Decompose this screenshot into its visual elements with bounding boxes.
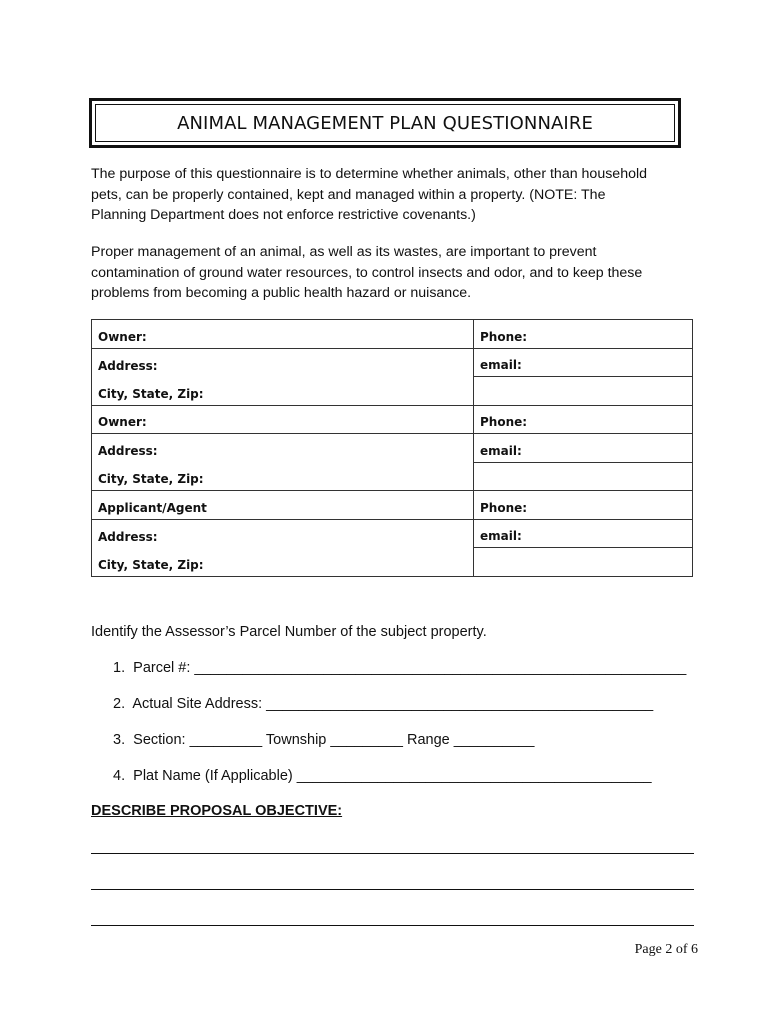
intro-line: problems from becoming a public health hazard or nuisance. xyxy=(91,285,472,301)
proposal-heading: DESCRIBE PROPOSAL OBJECTIVE: xyxy=(91,803,343,819)
owner-label[interactable]: Owner: xyxy=(92,405,474,434)
page-number: Page 2 of 6 xyxy=(634,942,698,957)
intro-line: pets, can be properly contained, kept and managed within a property. (NOTE: The xyxy=(91,186,606,203)
address-label[interactable]: Address: xyxy=(92,519,474,548)
city-state-zip-label[interactable]: City, State, Zip: xyxy=(92,548,474,577)
empty-cell xyxy=(474,377,693,406)
table-row xyxy=(92,462,693,491)
phone-label[interactable]: Phone: xyxy=(474,320,693,349)
intro-line: The purpose of this questionnaire is to determine whether animals, other than household xyxy=(91,166,648,182)
proposal-answer-line[interactable] xyxy=(91,925,694,926)
parcel-intro: Identify the Assessor’s Parcel Number of the subject property. xyxy=(91,624,487,640)
intro-paragraph-1 xyxy=(91,164,691,226)
table-row xyxy=(92,348,693,377)
intro-line: Proper management of an animal, as well as its wastes, are important to prevent xyxy=(91,244,597,260)
owner-label[interactable]: Owner: xyxy=(92,320,474,349)
city-state-zip-label[interactable]: City, State, Zip: xyxy=(92,377,474,406)
intro-line: contamination of ground water resources, to control insects and odor, and to keep these xyxy=(91,264,643,281)
address-label[interactable]: Address: xyxy=(92,434,474,463)
phone-label[interactable]: Phone: xyxy=(474,491,693,520)
proposal-answer-line[interactable] xyxy=(91,889,694,890)
empty-cell xyxy=(474,548,693,577)
section-township-range-field[interactable]: 3. Section: _________ Township _________ Range __________ xyxy=(113,732,535,748)
phone-label[interactable]: Phone: xyxy=(474,405,693,434)
applicant-agent-label[interactable]: Applicant/Agent xyxy=(92,491,474,520)
intro-line: Planning Department does not enforce restrictive covenants.) xyxy=(91,207,476,223)
city-state-zip-label[interactable]: City, State, Zip: xyxy=(92,462,474,491)
title-box xyxy=(89,98,681,148)
address-label[interactable]: Address: xyxy=(92,348,474,377)
table-row xyxy=(92,519,693,548)
email-label[interactable]: email: xyxy=(474,348,693,377)
plat-name-field[interactable]: 4. Plat Name (If Applicable) ____________________________________________ xyxy=(113,768,652,784)
table-row xyxy=(92,405,693,434)
email-label[interactable]: email: xyxy=(474,434,693,463)
site-address-field[interactable]: 2. Actual Site Address: ________________________________________________ xyxy=(113,696,654,712)
document-title: ANIMAL MANAGEMENT PLAN QUESTIONNAIRE xyxy=(95,104,675,142)
table-row xyxy=(92,491,693,520)
parcel-number-field[interactable]: 1. Parcel #: _____________________________________________________________ xyxy=(113,660,687,676)
table-row xyxy=(92,377,693,406)
intro-paragraph-2 xyxy=(91,242,691,304)
email-label[interactable]: email: xyxy=(474,519,693,548)
table-row xyxy=(92,320,693,349)
proposal-answer-line[interactable] xyxy=(91,853,694,854)
contact-table xyxy=(91,319,693,577)
table-row xyxy=(92,434,693,463)
table-row xyxy=(92,548,693,577)
empty-cell xyxy=(474,462,693,491)
